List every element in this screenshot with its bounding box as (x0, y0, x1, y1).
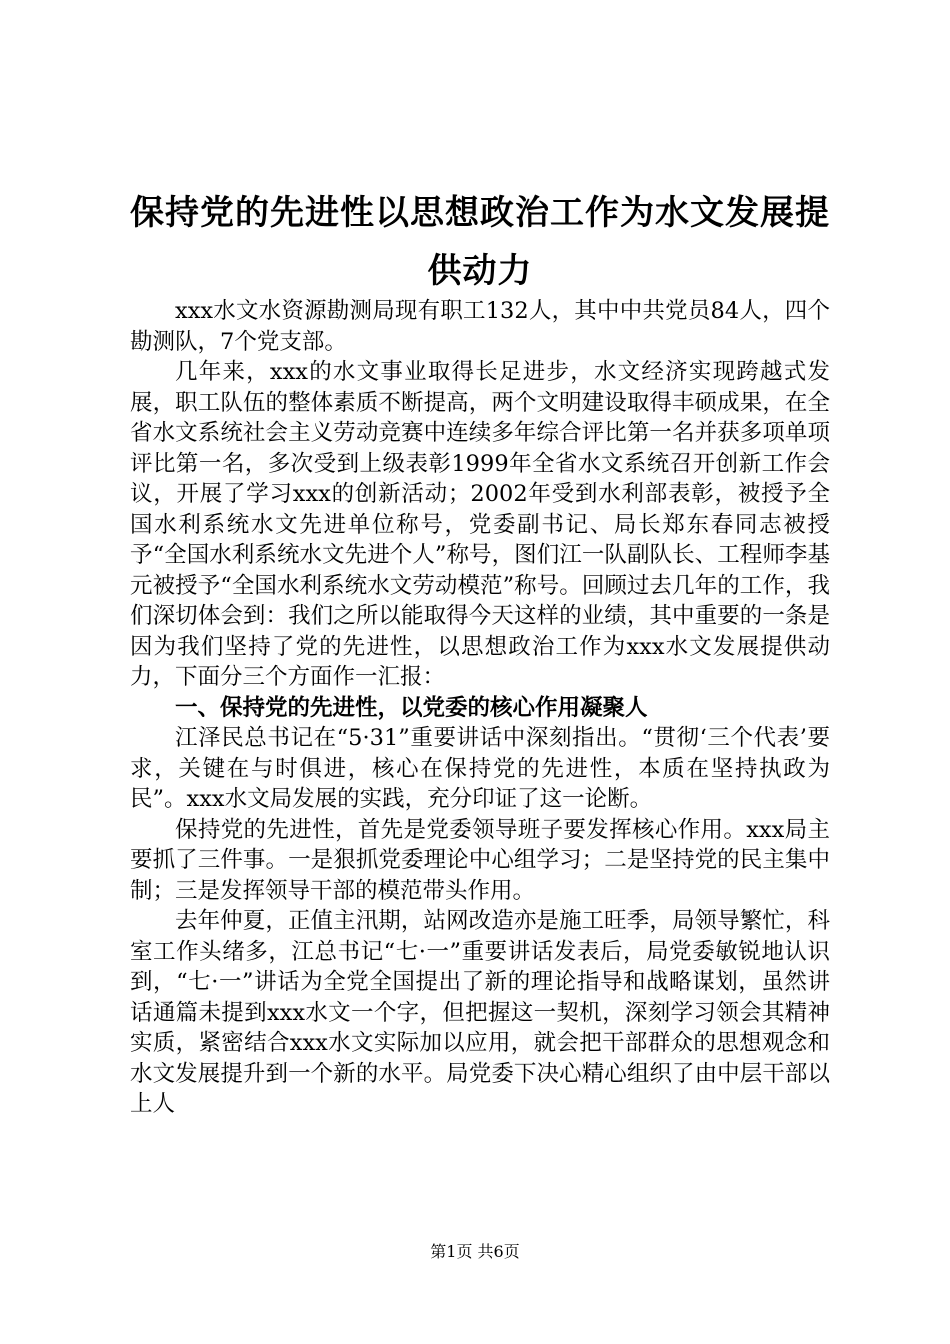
section-heading-1: 一、保持党的先进性，以党委的核心作用凝聚人 (175, 694, 648, 721)
document-title: 保持党的先进性以思想政治工作为水文发展提供动力 (130, 193, 830, 291)
paragraph-quote: 江泽民总书记在“5·31”重要讲话中深刻指出。“贯彻‘三个代表’要求，关键在与时俱进，核心在保持党的先进性，本质在坚持执政为民”。xxx水文局发展的实践，充分印证了这一论断。 (130, 725, 830, 812)
paragraph-study: 去年仲夏，正值主汛期，站网改造亦是施工旺季，局领导繁忙，科室工作头绪多，江总书记“七·一”重要讲话发表后，局党委敏锐地认识到，“七·一”讲话为全党全国提出了新的理论指导和战略谋划，虽然讲话通篇未提到xxx水文一个字，但把握这一契机，深刻学习领会其精神实质，紧密结合xxx水文实际加以应用，就会把干部群众的思想观念和水文发展提升到一个新的水平。局党委下决心精心组织了由中层干部以上人 (130, 908, 830, 1117)
paragraph-intro: xxx水文水资源勘测局现有职工132人，其中中共党员84人，四个勘测队，7个党支部。 (130, 298, 830, 355)
paragraph-core-role: 保持党的先进性，首先是党委领导班子要发挥核心作用。xxx局主要抓了三件事。一是狠抓党委理论中心组学习；二是坚持党的民主集中制；三是发挥领导干部的模范带头作用。 (130, 816, 830, 904)
document-page (130, 0, 830, 1344)
document-body (130, 296, 830, 1120)
paragraph-achievements: 几年来，xxx的水文事业取得长足进步，水文经济实现跨越式发展，职工队伍的整体素质不断提高，两个文明建设取得丰硕成果，在全省水文系统社会主义劳动竞赛中连续多年综合评比第一名并获多项单项评比第一名，多次受到上级表彰1999年全省水文系统召开创新工作会议，开展了学习xxx的创新活动；2002年受到水利部表彰，被授予全国水利系统水文先进单位称号，党委副书记、局长郑东春同志被授予“全国水利系统水文先进个人”称号，图们江一队副队长、工程师李基元被授予“全国水利系统水文劳动模范”称号。回顾过去几年的工作，我们深切体会到：我们之所以能取得今天这样的业绩，其中重要的一条是因为我们坚持了党的先进性，以思想政治工作为xxx水文发展提供动力，下面分三个方面作一汇报： (130, 359, 830, 690)
page-number-footer: 第1页 共6页 (430, 1242, 520, 1261)
